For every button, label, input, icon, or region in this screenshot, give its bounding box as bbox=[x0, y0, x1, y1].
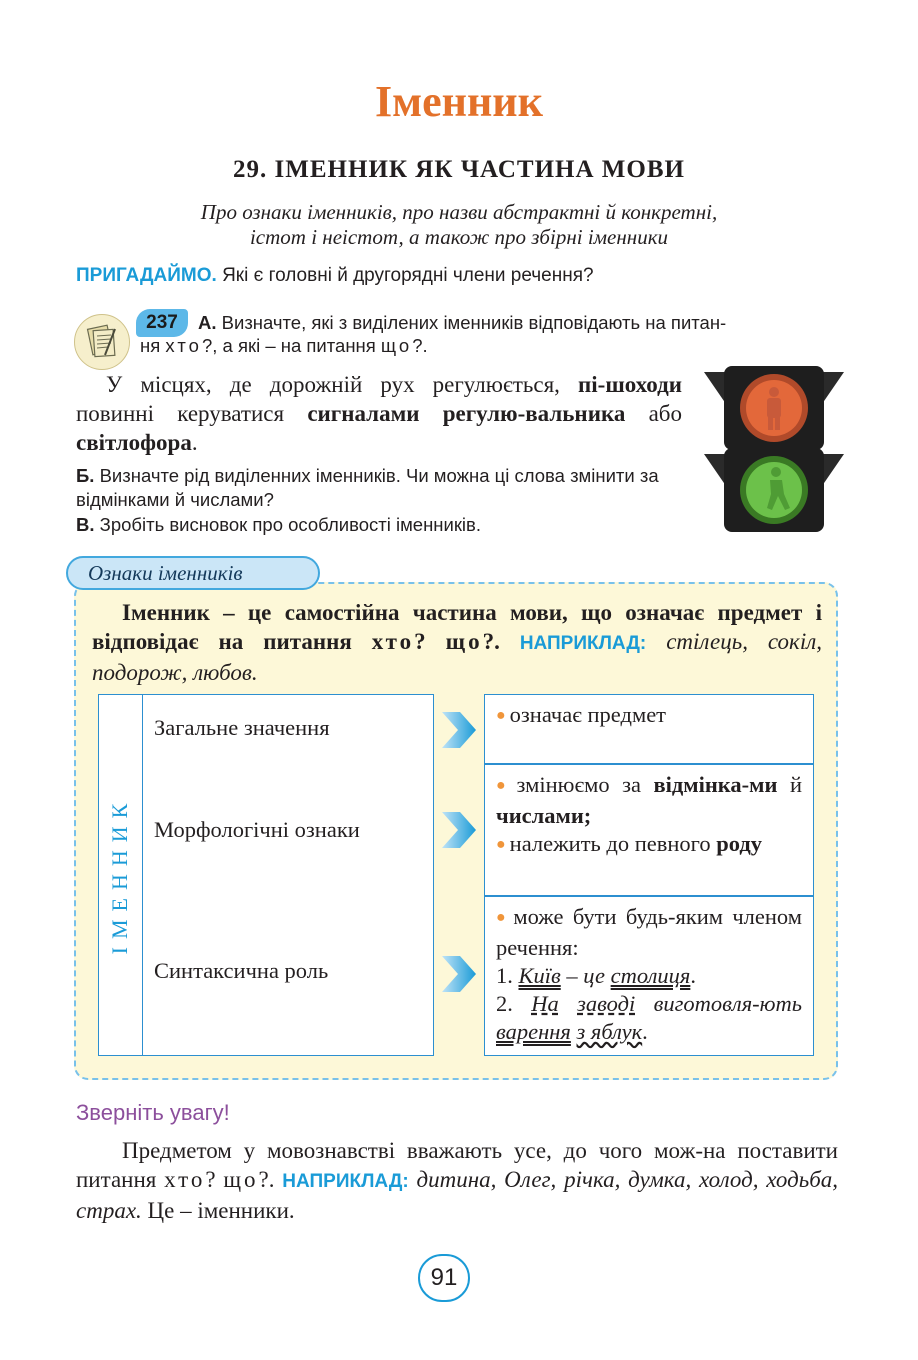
predicate-word: виготовля-ють bbox=[653, 991, 803, 1016]
punctuation: . bbox=[642, 1019, 648, 1044]
feature-text: може бути будь-яким членом речення: bbox=[496, 904, 802, 960]
task-a-label: А. bbox=[198, 312, 217, 333]
noun-definition bbox=[92, 598, 822, 687]
task-v-text: Зробіть висновок про особливості іменників. bbox=[99, 514, 482, 535]
note-examples: дитина, Олег, річка, думка, холод, ходьба, страх. bbox=[76, 1167, 839, 1223]
task-b-text: Визначте рід виділенних іменників. Чи можна ці слова змінити за відмінками й числами? bbox=[76, 465, 659, 510]
predicate-word: столиця bbox=[610, 963, 691, 988]
feature-bold: відмінка-ми bbox=[653, 772, 778, 797]
section-title: 29. ІМЕННИК ЯК ЧАСТИНА МОВИ bbox=[233, 156, 685, 183]
rule-tab: Ознаки іменників bbox=[66, 556, 320, 590]
task-b-label: Б. bbox=[76, 465, 95, 486]
arrow-right-icon bbox=[440, 952, 478, 996]
note-text bbox=[76, 1136, 838, 1225]
attribute-word: з яблук bbox=[576, 1019, 643, 1044]
exercise-number-badge: 237 bbox=[136, 309, 188, 337]
vertical-heading bbox=[98, 694, 142, 1056]
text-part: повинні керуватися bbox=[76, 401, 285, 426]
note-tail: Це – іменники. bbox=[147, 1198, 295, 1223]
feature-text: й bbox=[789, 772, 803, 797]
arrow-right-icon bbox=[440, 708, 478, 752]
page-number: 91 bbox=[418, 1254, 470, 1302]
highlighted-noun: пі-шоходи bbox=[578, 372, 683, 397]
question-mark: ?. bbox=[482, 629, 500, 654]
question-who: хто bbox=[371, 629, 415, 654]
text-part: або bbox=[648, 401, 683, 426]
question-mark: ?. bbox=[258, 1167, 275, 1192]
definition-text: Іменник – це самостійна частина мови, що означає предмет і відповідає на питання bbox=[92, 600, 822, 654]
noun-features-table bbox=[98, 694, 434, 1056]
remember-label: ПРИГАДАЙМО. bbox=[76, 265, 217, 286]
remember-block bbox=[76, 265, 594, 287]
bullet-icon: ● bbox=[496, 777, 513, 794]
feature-bold: числами; bbox=[496, 803, 592, 828]
bullet-icon: ● bbox=[496, 707, 506, 724]
feature-bold: роду bbox=[716, 831, 762, 856]
example-label: НАПРИКЛАД: bbox=[282, 1171, 409, 1192]
question-mark: ? bbox=[414, 629, 426, 654]
task-a-text: Визначте, які з виділених іменників відповідають на питан- bbox=[221, 312, 727, 333]
row-label-morphology: Морфологічні ознаки bbox=[154, 817, 360, 842]
question-who: хто bbox=[165, 335, 202, 356]
feature-text: означає предмет bbox=[509, 702, 667, 727]
vertical-heading-text: ІМЕННИК bbox=[107, 795, 132, 955]
question-what: що bbox=[380, 335, 413, 356]
adverbial-word: заводі bbox=[577, 991, 636, 1016]
feature-syntax-role bbox=[484, 896, 814, 1056]
subject-word: варення bbox=[496, 1019, 571, 1044]
remember-text: Які є головні й другорядні члени речення? bbox=[222, 265, 594, 286]
highlighted-noun: світлофора bbox=[76, 430, 192, 455]
question-what: що bbox=[445, 629, 483, 654]
task-a-mid: ?, а які – на питання bbox=[201, 335, 376, 356]
arrow-right-icon bbox=[440, 808, 478, 852]
bullet-icon: ● bbox=[496, 909, 510, 926]
feature-text: належить до певного bbox=[509, 831, 711, 856]
question-mark: ? bbox=[205, 1167, 216, 1192]
traffic-light-image bbox=[704, 364, 844, 534]
example-label: НАПРИКЛАД: bbox=[519, 633, 647, 654]
example-word: це bbox=[583, 963, 606, 988]
feature-morphology bbox=[484, 764, 814, 896]
task-a-end: ?. bbox=[412, 335, 428, 356]
exercise-task-v bbox=[76, 513, 688, 537]
feature-general-meaning bbox=[484, 694, 814, 764]
definition-examples: стілець, сокіл, подорож, любов. bbox=[92, 629, 822, 685]
task-a-line2-pre: ня bbox=[140, 335, 161, 356]
table-divider bbox=[142, 694, 143, 1056]
adverbial-word: На bbox=[531, 991, 559, 1016]
exercise-task-a bbox=[198, 311, 840, 335]
exercise-task-b bbox=[76, 464, 688, 512]
text-part: . bbox=[191, 430, 198, 455]
section-subtitle bbox=[60, 200, 858, 250]
exercise-task-a-line-2 bbox=[140, 335, 428, 357]
note-body: Предметом у мовознавстві вважають усе, до чого мож-на поставити питання bbox=[76, 1138, 838, 1192]
highlighted-noun: сигналами регулю-вальника bbox=[307, 401, 626, 426]
row-label-syntax-role: Синтаксична роль bbox=[154, 958, 329, 983]
note-heading: Зверніть увагу! bbox=[76, 1100, 230, 1125]
task-v-label: В. bbox=[76, 514, 95, 535]
exercise-text bbox=[76, 370, 682, 457]
subtitle-line-1: Про ознаки іменників, про назви абстрактні й конкретні, bbox=[200, 200, 718, 224]
bullet-icon: ● bbox=[496, 836, 506, 853]
punctuation: . bbox=[690, 963, 696, 988]
question-what: що bbox=[223, 1167, 259, 1192]
exercise-notebook-icon bbox=[74, 314, 130, 370]
subtitle-line-2: істот і неістот, а також про збірні іменники bbox=[249, 225, 669, 249]
subject-word: Київ bbox=[518, 963, 561, 988]
row-label-general-meaning: Загальне значення bbox=[154, 715, 330, 740]
feature-text: змінюємо за bbox=[516, 772, 641, 797]
dash: – bbox=[566, 963, 578, 988]
text-part: У місцях, де дорожній рух регулюється, bbox=[106, 372, 560, 397]
example-number: 1. bbox=[496, 963, 513, 988]
question-who: хто bbox=[164, 1167, 206, 1192]
example-number: 2. bbox=[496, 991, 513, 1016]
chapter-title: Іменник bbox=[374, 77, 544, 126]
